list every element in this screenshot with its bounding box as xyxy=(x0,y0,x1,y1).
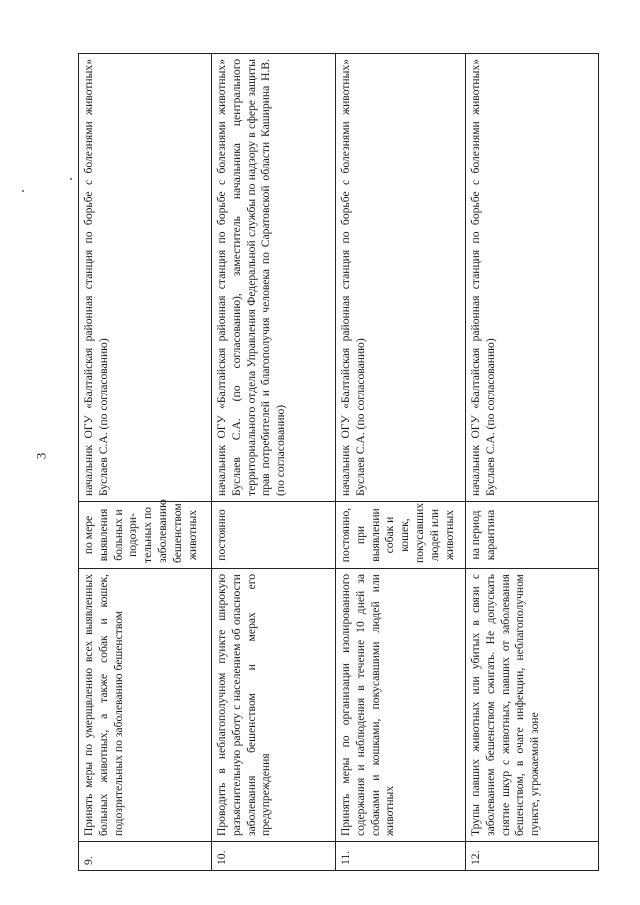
table-row xyxy=(466,54,599,871)
term-cell: по мере выявления больных и подозри-тельных по заболеванию бешенством животных xyxy=(79,502,212,569)
scan-speck xyxy=(70,178,72,180)
table-row xyxy=(79,54,212,871)
measures-table xyxy=(78,53,599,871)
rotated-page-content xyxy=(78,53,598,871)
row-number: 10. xyxy=(212,842,336,871)
row-number: 12. xyxy=(466,842,599,871)
scan-speck xyxy=(22,190,24,192)
measure-cell: Трупы павших животных или убитых в связи с заболеванием бешенством сжигать. Не допускать снятие шкур с животных, павших от заболевания бешенством, в очаге инфекции, неблагополучном пункте, угрожаемой зоне xyxy=(466,569,599,842)
term-cell: постоянно, при выявлении собак и кошек, покусавших людей или животных xyxy=(336,502,466,569)
responsible-cell: начальник ОГУ «Балтайская районная станция по борьбе с болезнями животных» Буслаев С.А. (по согласованию) xyxy=(79,54,212,502)
row-number: 9. xyxy=(79,842,212,871)
responsible-cell: начальник ОГУ «Балтайская районная станция по борьбе с болезнями животных» Буслаев С.А. (по согласованию) xyxy=(336,54,466,502)
term-cell: на период карантина xyxy=(466,502,599,569)
responsible-cell: начальник ОГУ «Балтайская районная станция по борьбе с болезнями животных» Буслаев С.А. (по согласованию) xyxy=(466,54,599,502)
measure-cell: Принять меры по умерщвлению всех выявленных больных животных, а также собак и кошек, подозрительных по заболеванию бешенством xyxy=(79,569,212,842)
responsible-cell: начальник ОГУ «Балтайская районная станция по борьбе с болезнями животных» Буслаев С.А. (по согласованию), заместитель начальника центрального территориального отдела Управления Федеральной службы по надзору в сфере защиты прав потребителей и благополучия человека по Саратовской области Каширина Н.В. (по согласованию) xyxy=(212,54,336,502)
table-row xyxy=(336,54,466,871)
term-cell: постоянно xyxy=(212,502,336,569)
measure-cell: Принять меры по организации изолированного содержания и наблюдения в течение 10 дней за собаками и кошками, покусавшими людей или животных xyxy=(336,569,466,842)
page-number: 3 xyxy=(33,452,49,460)
measure-cell: Проводить в неблагополучном пункте широкую разъяснительную работу с населением об опасности заболевания бешенством и мерах его предупреждения xyxy=(212,569,336,842)
table-row xyxy=(212,54,336,871)
row-number: 11. xyxy=(336,842,466,871)
